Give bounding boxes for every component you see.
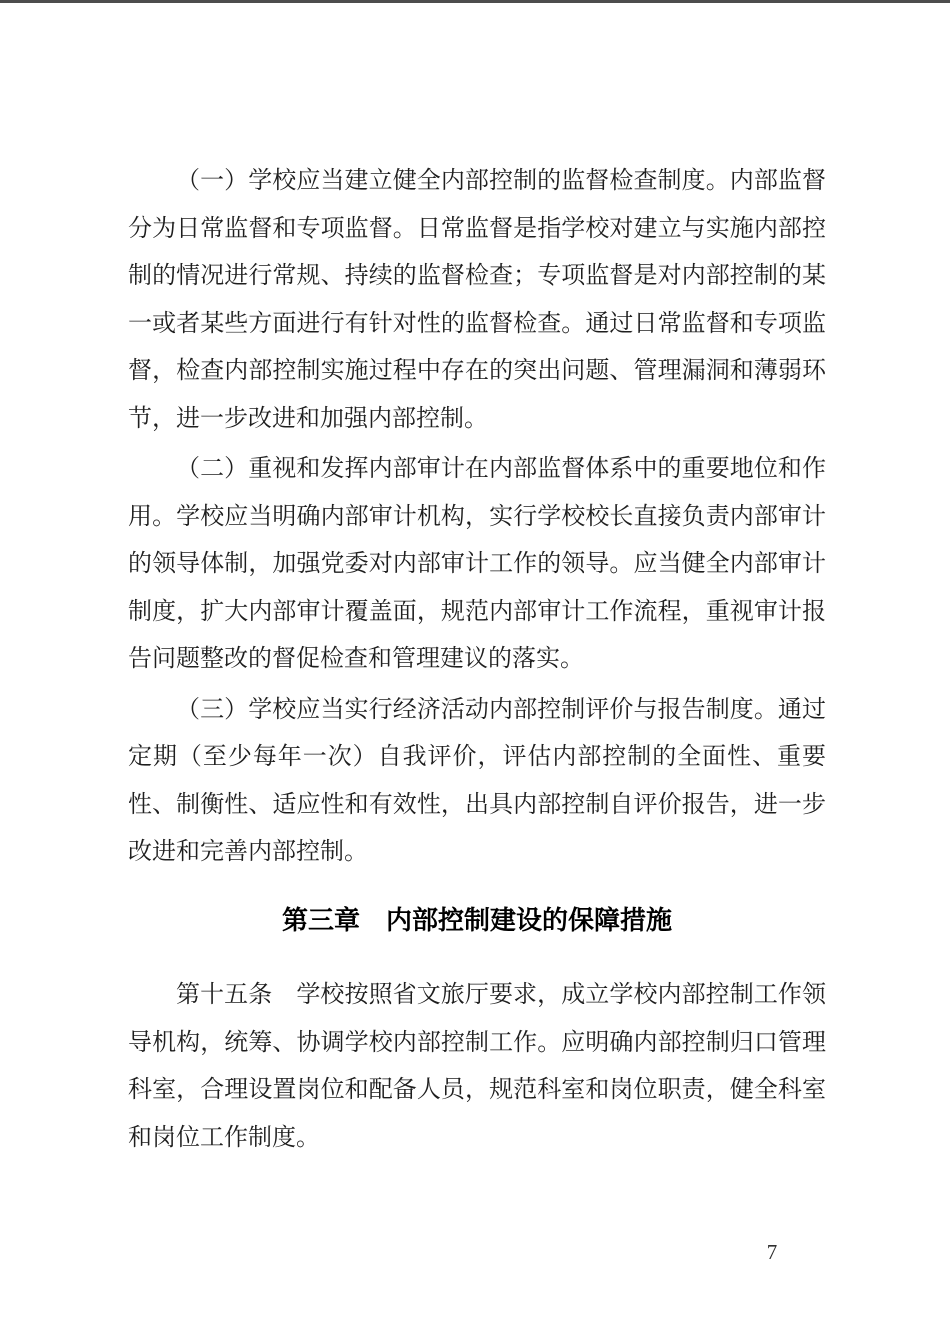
article-number: 第十五条 <box>176 982 273 1008</box>
article-text: 学校按照省文旅厅要求，成立学校内部控制工作领导机构，统筹、协调学校内部控制工作。应明确内部控制归口管理科室，合理设置岗位和配备人员，规范科室和岗位职责，健全科室和岗位工作制度。 <box>128 982 827 1151</box>
window-top-edge <box>0 0 950 3</box>
clause-paragraph-3: （三）学校应当实行经济活动内部控制评价与报告制度。通过定期（至少每年一次）自我评价，评估内部控制的全面性、重要性、制衡性、适应性和有效性，出具内部控制自评价报告，进一步改进和完善内部控制。 <box>128 696 826 865</box>
chapter-heading: 第三章 内部控制建设的保障措施 <box>281 904 672 935</box>
clause-paragraph-1: （一）学校应当建立健全内部控制的监督检查制度。内部监督分为日常监督和专项监督。日常监督是指学校对建立与实施内部控制的情况进行常规、持续的监督检查；专项监督是对内部控制的某一或者某些方面进行有针对性的监督检查。通过日常监督和专项监督，检查内部控制实施过程中存在的突出问题、管理漏洞和薄弱环节，进一步改进和加强内部控制。 <box>128 168 826 432</box>
article-paragraph <box>128 972 826 1162</box>
clause-paragraph-2: （二）重视和发挥内部审计在内部监督体系中的重要地位和作用。学校应当明确内部审计机构，实行学校校长直接负责内部审计的领导体制，加强党委对内部审计工作的领导。应当健全内部审计制度，扩大内部审计覆盖面，规范内部审计工作流程，重视审计报告问题整改的督促检查和管理建议的落实。 <box>128 456 826 672</box>
page-number: 7 <box>766 1240 778 1264</box>
document-body <box>128 158 826 1165</box>
